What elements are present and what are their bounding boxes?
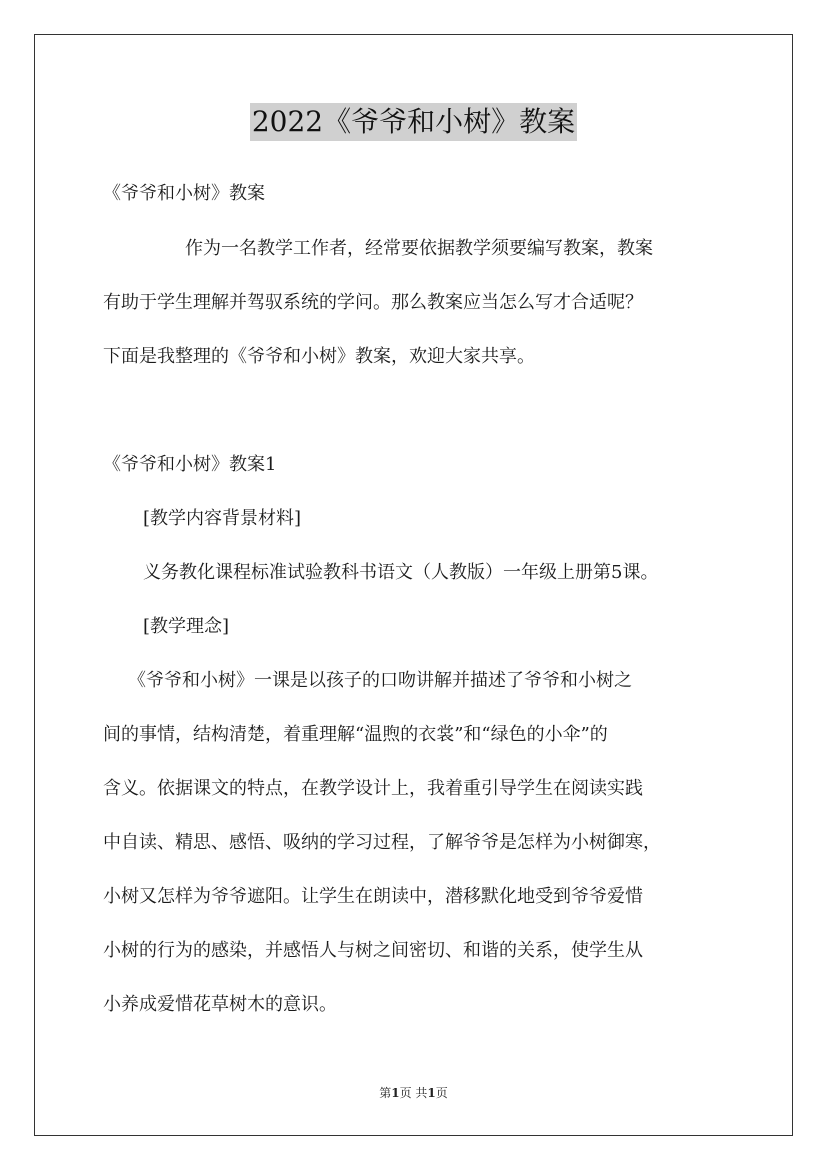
intro-line-3: 下面是我整理的《爷爷和小树》教案，欢迎大家共享。 xyxy=(103,346,535,367)
philosophy-heading: [教学理念] xyxy=(143,616,230,637)
philosophy-line-6: 小树的行为的感染，并感悟人与树之间密切、和谐的关系，使学生从 xyxy=(103,940,643,961)
total-pages: 1 xyxy=(427,1086,436,1100)
philosophy-line-2: 间的事情，结构清楚，着重理解“温煦的衣裳”和“绿色的小伞”的 xyxy=(103,724,608,745)
page-number: 1 xyxy=(391,1086,400,1100)
background-text: 义务教化课程标准试验教科书语文（人教版）一年级上册第5课。 xyxy=(143,562,659,583)
footer-suffix: 页 xyxy=(435,1086,448,1100)
document-title: 2022《爷爷和小树》教案 xyxy=(250,103,577,141)
philosophy-line-3: 含义。依据课文的特点，在教学设计上，我着重引导学生在阅读实践 xyxy=(103,778,643,799)
section-heading: 《爷爷和小树》教案1 xyxy=(103,454,277,475)
intro-line-2: 有助于学生理解并驾驭系统的学问。那么教案应当怎么写才合适呢？ xyxy=(103,292,643,313)
footer-prefix: 第 xyxy=(379,1086,392,1100)
page-footer xyxy=(0,1084,827,1101)
document-subtitle: 《爷爷和小树》教案 xyxy=(103,183,265,204)
document-title-wrap xyxy=(0,103,827,141)
philosophy-line-7: 小养成爱惜花草树木的意识。 xyxy=(103,994,337,1015)
background-heading: [教学内容背景材料] xyxy=(143,508,302,529)
philosophy-line-5: 小树又怎样为爷爷遮阳。让学生在朗读中，潜移默化地受到爷爷爱惜 xyxy=(103,886,643,907)
philosophy-line-1: 《爷爷和小树》一课是以孩子的口吻讲解并描述了爷爷和小树之 xyxy=(128,670,632,691)
intro-line-1: 作为一名教学工作者，经常要依据教学须要编写教案，教案 xyxy=(185,238,653,259)
footer-mid: 页 共 xyxy=(399,1086,428,1100)
philosophy-line-4: 中自读、精思、感悟、吸纳的学习过程，了解爷爷是怎样为小树御寒， xyxy=(103,832,661,853)
